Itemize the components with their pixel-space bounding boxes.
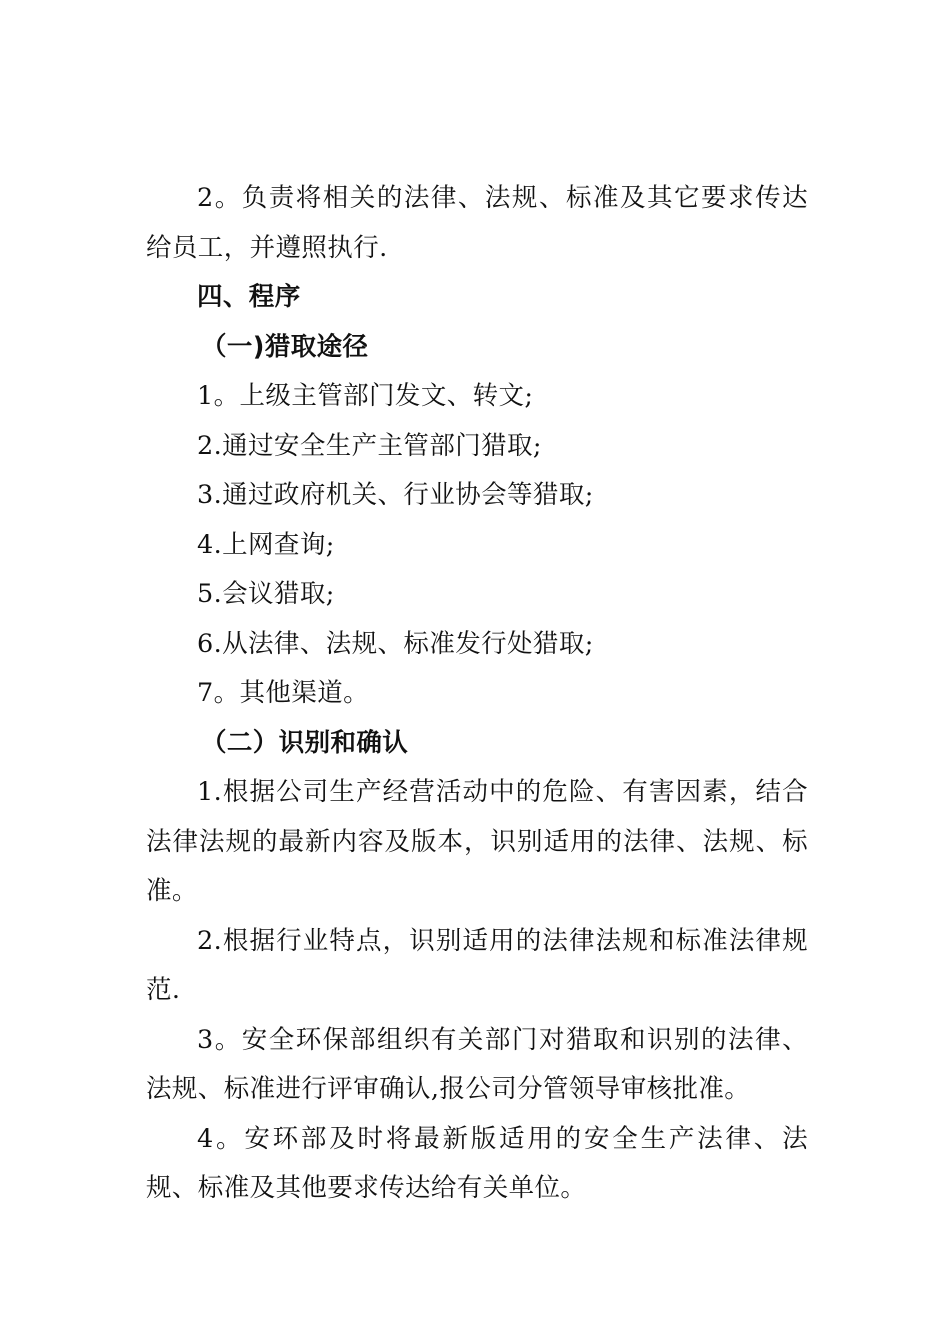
list-item-channel-7: 7。其他渠道。 <box>197 678 370 708</box>
list-item-channel-6: 6.从法律、法规、标准发行处猎取; <box>197 628 594 659</box>
paragraph-identification-2: 2.根据行业特点，识别适用的法律法规和标准法律规范. <box>146 925 808 1005</box>
subheading-identification: （二）识别和确认 <box>201 727 409 758</box>
paragraph-identification-1: 1.根据公司生产经营活动中的危险、有害因素，结合法律法规的最新内容及版本，识别适用的法律、法规、标准。 <box>146 777 808 906</box>
heading-procedure: 四、程序 <box>197 282 301 312</box>
paragraph-identification-4: 4。安环部及时将最新版适用的安全生产法律、法规、标准及其他要求传达给有关单位。 <box>146 1123 808 1203</box>
paragraph-identification-3: 3。安全环保部组织有关部门对猎取和识别的法律、法规、标准进行评审确认,报公司分管领导审核批准。 <box>146 1024 808 1104</box>
subheading-acquisition-channels: （一)猎取途径 <box>201 331 369 362</box>
list-item-channel-1: 1。上级主管部门发文、转文; <box>197 381 534 411</box>
paragraph-responsibility-2: 2。负责将相关的法律、法规、标准及其它要求传达给员工，并遵照执行. <box>146 183 808 263</box>
list-item-channel-5: 5.会议猎取; <box>197 579 335 609</box>
list-item-channel-4: 4.上网查询; <box>197 529 335 560</box>
list-item-channel-2: 2.通过安全生产主管部门猎取; <box>197 430 542 461</box>
list-item-channel-3: 3.通过政府机关、行业协会等猎取; <box>197 480 594 510</box>
document-body <box>146 174 808 1214</box>
